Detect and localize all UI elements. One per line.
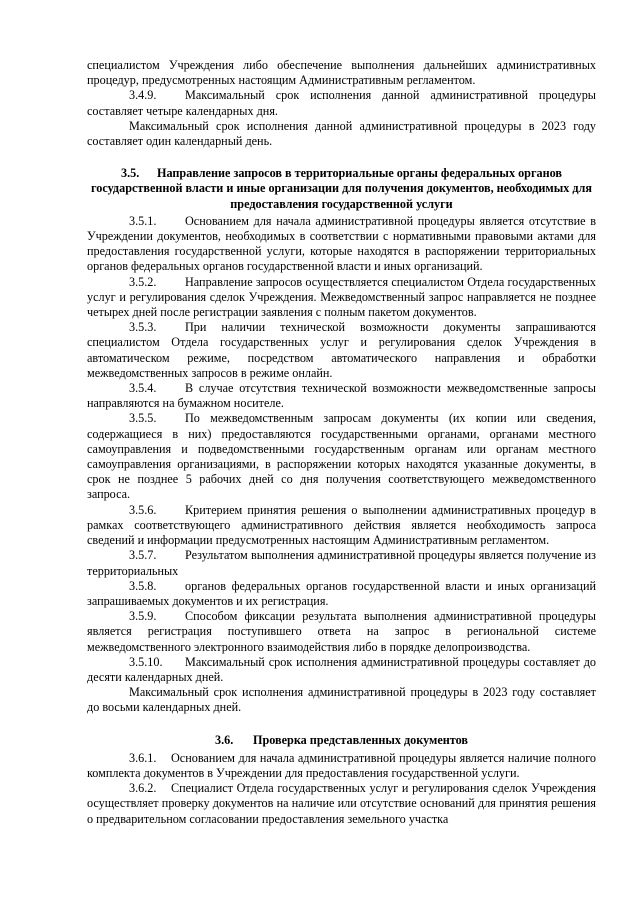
- clause-number: 3.5.10.: [129, 654, 163, 669]
- paragraph-2023-deadline-b: Максимальный срок исполнения административной процедуры в 2023 году составляет до восьми календарных дней.: [87, 685, 596, 715]
- clause-number: 3.5.5.: [129, 411, 157, 426]
- clause-number: 3.5.9.: [129, 609, 157, 624]
- clause-number: 3.5.4.: [129, 381, 157, 396]
- clause-text: Основанием для начала административной процедуры является наличие полного комплекта документов в Учреждении для предоставления государственной услуги.: [87, 750, 596, 780]
- clause-3-6-1: [87, 751, 596, 781]
- clause-text: Максимальный срок исполнения административной процедуры составляет до десяти календарных дней.: [87, 654, 596, 684]
- section-number: 3.6.: [215, 732, 234, 747]
- clause-3-5-4: [87, 381, 596, 411]
- clause-text: Специалист Отдела государственных услуг и регулирования сделок Учреждения осуществляет проверку документов на наличие или отсутствие оснований для принятия решения о предварительном согласовании предоставления земельного участка: [87, 781, 596, 826]
- clause-number: 3.5.6.: [129, 502, 157, 517]
- clause-number: 3.6.2.: [129, 781, 157, 796]
- clause-text: Максимальный срок исполнения данной административной процедуры составляет четыре календарных дня.: [87, 88, 596, 118]
- section-number: 3.5.: [120, 166, 140, 181]
- section-title: Проверка представленных документов: [253, 732, 468, 747]
- clause-text: Результатом выполнения административной процедуры является получение из территориальных: [87, 548, 596, 578]
- clause-3-5-8: [87, 579, 596, 609]
- section-title: Направление запросов в территориальные органы федеральных органов государственной власти и иные организации для получения документов, необходимых для предоставления государственной услуги: [91, 166, 592, 211]
- clause-3-5-3: [87, 320, 596, 381]
- clause-number: 3.4.9.: [129, 88, 157, 103]
- section-heading-3-6: [87, 733, 596, 748]
- clause-text: Критерием принятия решения о выполнении административных процедур в рамках соответствующего административного действия является необходимость запроса сведений и информации предусмотренных настоящим Административным регламентом.: [87, 502, 596, 548]
- clause-text: При наличии технической возможности документы запрашиваются специалистом Отдела государственных услуг и регулирования сделок Учреждения в автоматическом режиме, посредством автоматического направления и обработки межведомственных запросов в режиме онлайн.: [87, 320, 596, 380]
- clause-number: 3.5.7.: [129, 548, 157, 563]
- clause-text: В случае отсутствия технической возможности межведомственные запросы направляются на бумажном носителе.: [87, 381, 596, 411]
- clause-3-5-5: [87, 411, 596, 502]
- section-heading-3-5: [87, 166, 596, 212]
- clause-number: 3.5.3.: [129, 320, 157, 335]
- clause-text: По межведомственным запросам документы (их копии или сведения, содержащиеся в них) предоставляются государственными органами, органами местного самоуправления и подведомственными государственным органам или органам местного самоуправления организациями, в распоряжении которых находятся указанные документы, в срок не позднее 5 рабочих дней со дня получения соответствующего межведомственного запроса.: [87, 411, 596, 502]
- clause-number: 3.5.1.: [129, 213, 157, 228]
- clause-3-5-6: [87, 503, 596, 549]
- clause-text: Основанием для начала административной процедуры является отсутствие в Учреждении документов, необходимых в соответствии с нормативными правовыми актами для предоставления государственной услуги, которые находятся в распоряжении территориальных органов федеральных органов государственной власти и иных организаций.: [87, 213, 596, 274]
- paragraph-2023-deadline: Максимальный срок исполнения данной административной процедуры в 2023 году составляет один календарный день.: [87, 118, 596, 149]
- clause-number: 3.5.8.: [129, 578, 157, 593]
- clause-3-5-2: [87, 275, 596, 321]
- section-3-6-clauses: [87, 751, 596, 827]
- clause-3-5-10: [87, 655, 596, 685]
- clause-text: Направление запросов осуществляется специалистом Отдела государственных услуг и регулирования сделок Учреждения. Межведомственный запрос направляется не позднее четырех дней после регистрации заявления с полным пакетом документов.: [87, 274, 596, 320]
- section-3-5-clauses: [87, 214, 596, 685]
- clause-number: 3.5.2.: [129, 274, 157, 289]
- clause-3-5-1: [87, 214, 596, 275]
- paragraph-continuation: специалистом Учреждения либо обеспечение выполнения дальнейших административных процедур, предусмотренных настоящим Административным регламентом.: [87, 58, 596, 88]
- clause-3-5-9: [87, 609, 596, 655]
- clause-text: органов федеральных органов государственной власти и иных организаций запрашиваемых документов и их регистрация.: [87, 578, 596, 608]
- clause-3-4-9: [87, 88, 596, 118]
- clause-3-6-2: [87, 781, 596, 827]
- clause-3-5-7: [87, 548, 596, 578]
- clause-text: Способом фиксации результата выполнения административной процедуры является регистрация поступившего ответа на запрос в региональной системе межведомственного электронного взаимодействия либо в порядке делопроизводства.: [87, 609, 596, 654]
- clause-number: 3.6.1.: [129, 750, 157, 765]
